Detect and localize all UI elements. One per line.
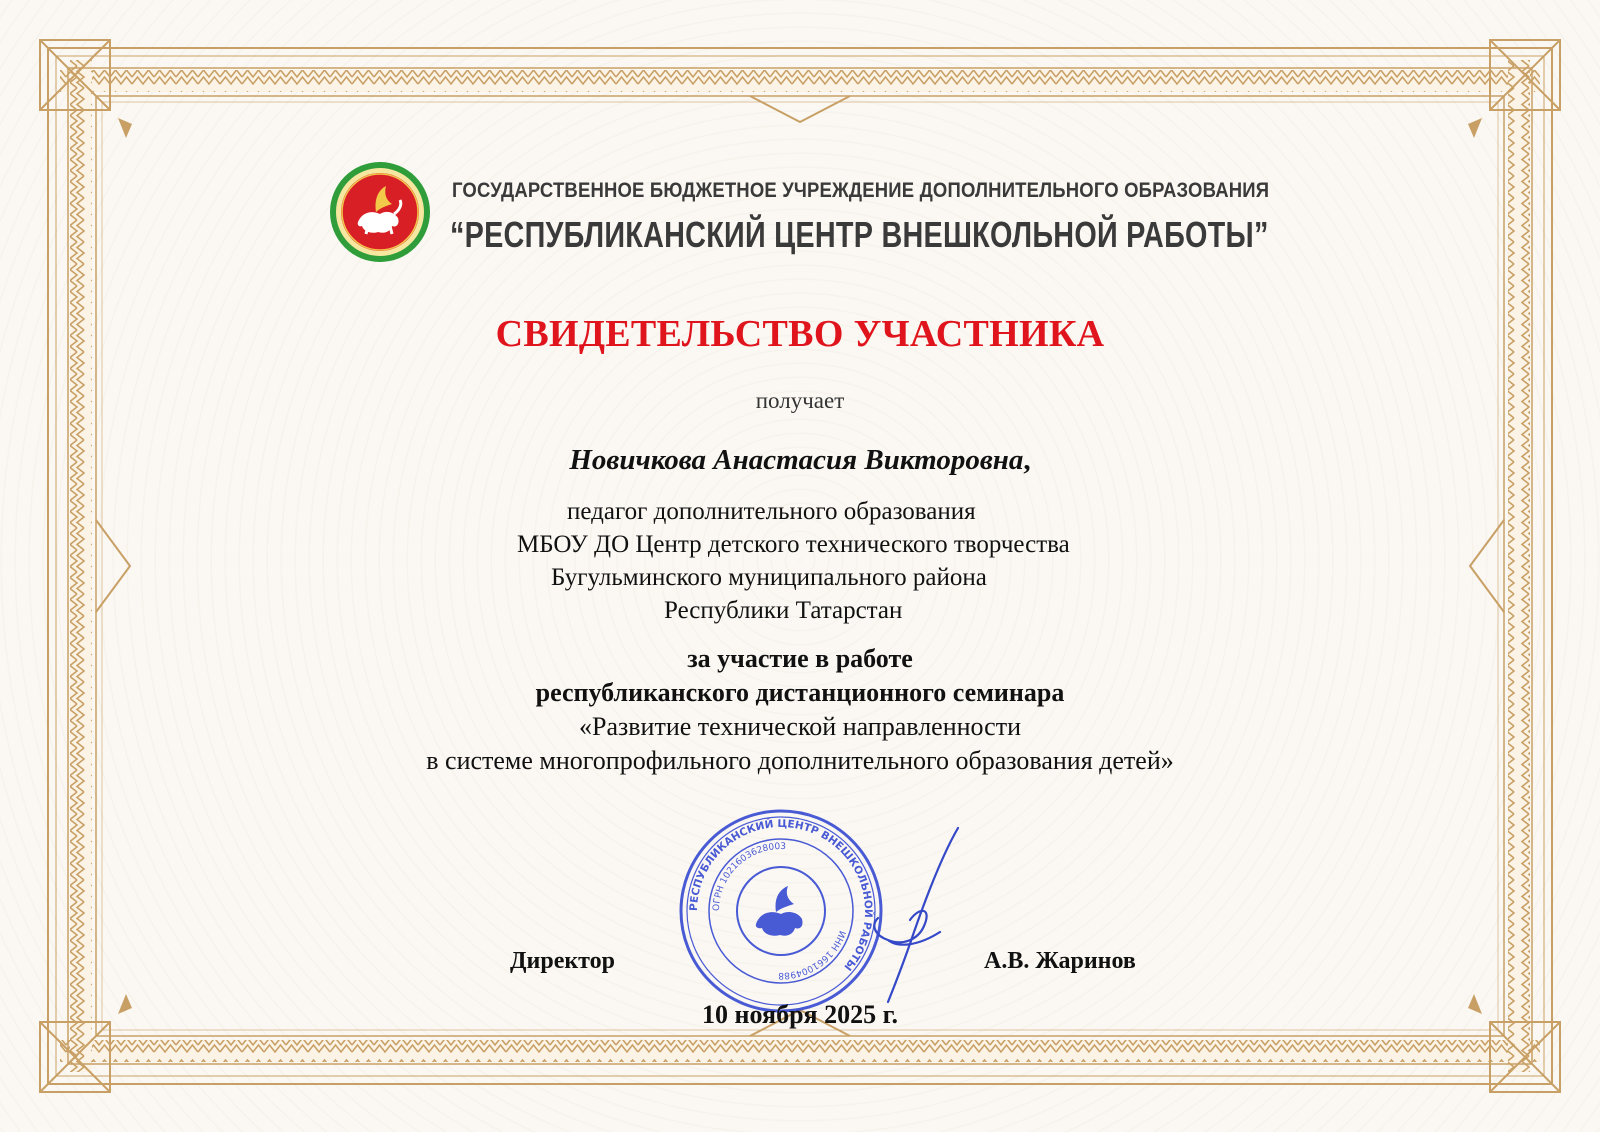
director-name: А.В. Жаринов [984,948,1136,974]
position-line-4: Республики Татарстан [664,597,903,624]
reason-line-3: «Развитие технической направленности [579,712,1021,741]
position-line-3: Бугульминского муниципального района [551,564,987,591]
issue-date: 10 ноября 2025 г. [702,1000,898,1029]
organization-name: “РЕСПУБЛИКАНСКИЙ ЦЕНТР ВНЕШКОЛЬНОЙ РАБОТЫ” [450,214,1269,255]
director-title: Директор [510,948,615,974]
recipient-name [0,444,1600,477]
organization-type: ГОСУДАРСТВЕННОЕ БЮДЖЕТНОЕ УЧРЕЖДЕНИЕ ДОПОЛНИТЕЛЬНОГО ОБРАЗОВАНИЯ [452,178,1270,202]
stamp-ogrn: ОГРН 1021603628003 [711,841,787,912]
position-line-2: МБОУ ДО Центр детского технического творчества [517,531,1070,558]
receives-label: получает [755,388,845,413]
recipient-name-text: Новичкова Анастасия Викторовна [569,444,1024,476]
certificate-title: СВИДЕТЕЛЬСТВО УЧАСТНИКА [495,313,1105,355]
recipient-comma: , [1023,444,1031,476]
reason-line-1: за участие в работе [687,644,913,673]
tatarstan-emblem-icon [328,160,432,264]
stamp-outer-text: РЕСПУБЛИКАНСКИЙ ЦЕНТР ВНЕШКОЛЬНОЙ РАБОТЫ [687,817,875,973]
position-line-1: педагог дополнительного образования [567,498,976,525]
organization-header [328,156,1308,266]
stamp-inn: ИНН 1661004988 [778,929,847,981]
director-signature [848,822,998,1012]
reason-line-4: в системе многопрофильного дополнительного образования детей» [426,746,1174,775]
reason-line-2: республиканского дистанционного семинара [535,678,1065,707]
